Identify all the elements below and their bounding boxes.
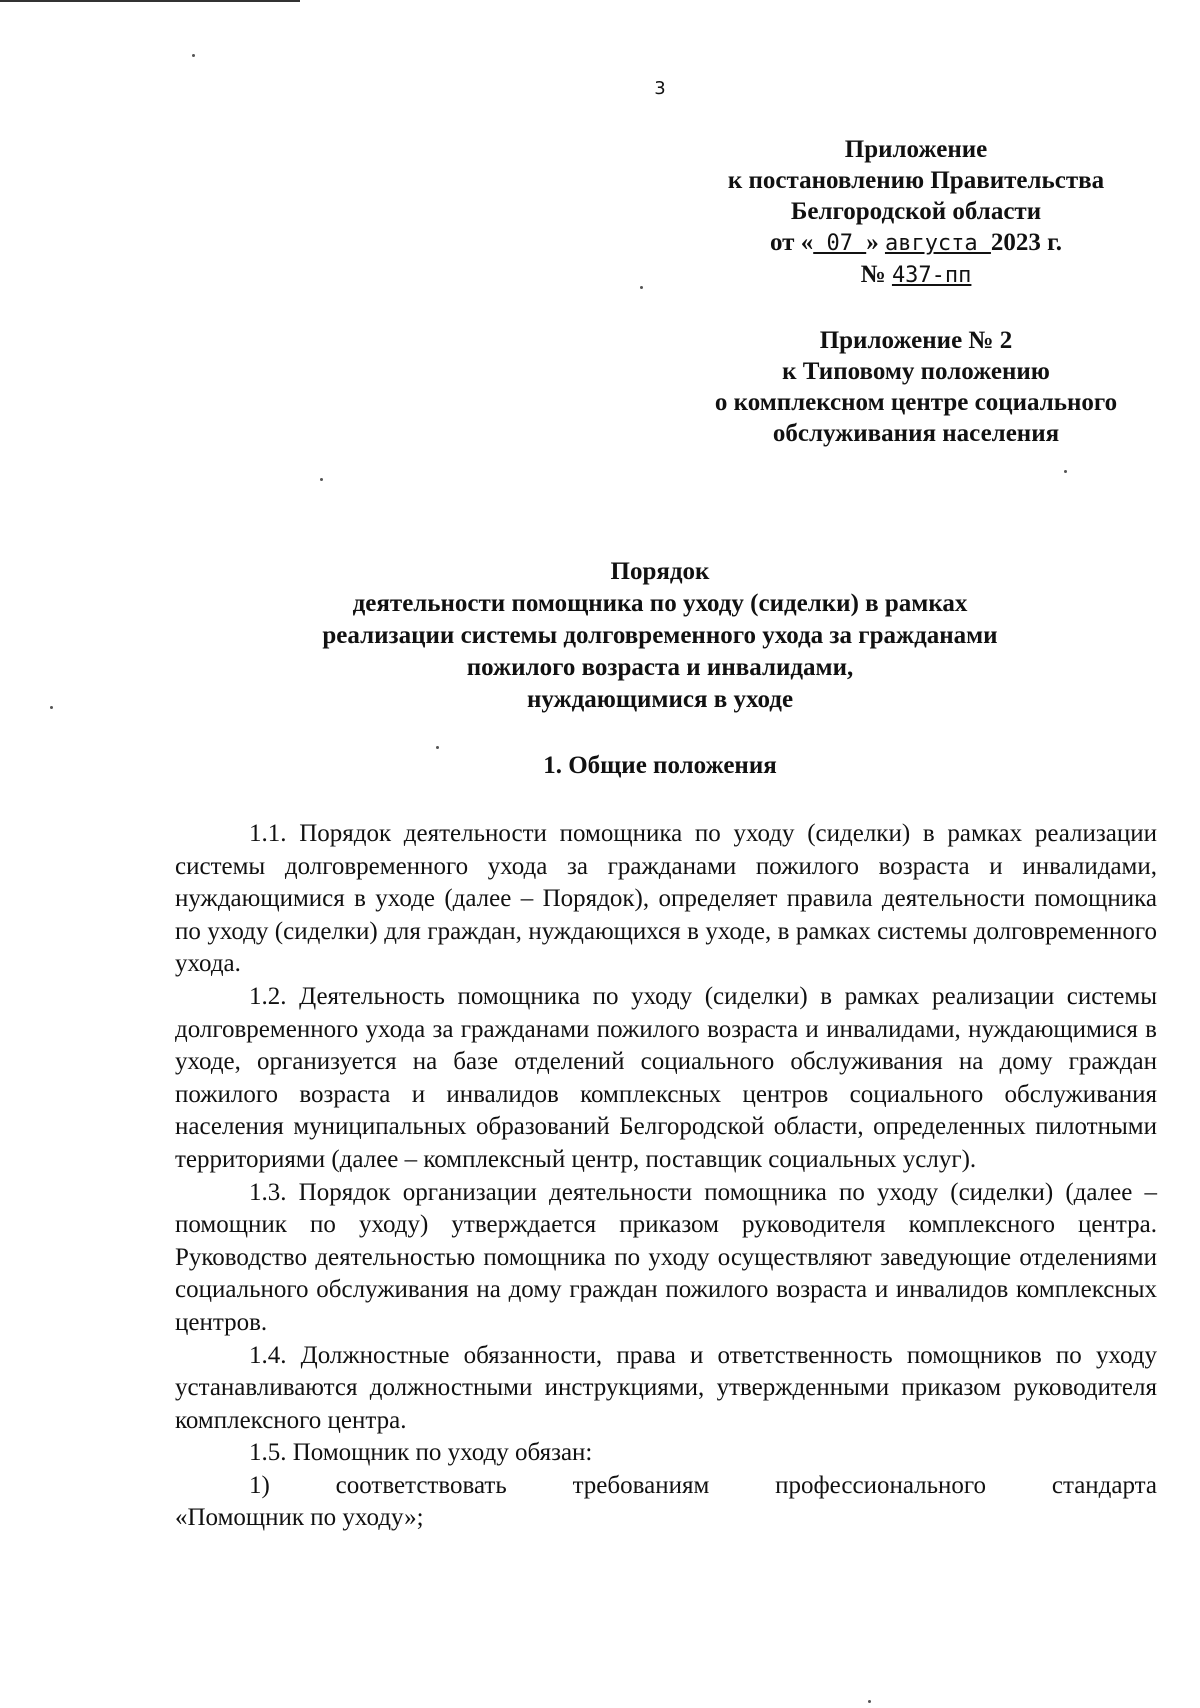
- title-line-4: пожилого возраста и инвалидами,: [466, 654, 854, 681]
- date-year: 2023 г.: [990, 229, 1062, 256]
- appendix-date: [686, 227, 1146, 259]
- body-text: [175, 818, 1157, 1535]
- title-line-1: Порядок: [610, 558, 710, 585]
- number-prefix: №: [860, 261, 892, 288]
- date-month: августа: [884, 231, 991, 256]
- list-item-1: 1) соответствовать требованиям профессионального стандарта: [249, 1471, 1157, 1499]
- scan-speck: [436, 746, 439, 749]
- appendix-2-subject-cont: обслуживания населения: [772, 420, 1060, 447]
- document-title: [160, 556, 1160, 716]
- paragraph-1-5: 1.5. Помощник по уходу обязан:: [249, 1439, 593, 1467]
- paragraph-1-3: 1.3. Порядок организации деятельности помощника по уходу (сиделки) (далее – помощник по уходу) утверждается приказом руководителя комплексного центра. Руководство деятельностью помощника по уходу осуществляют заведующие отделениями социального обслуживания на дому граждан пожилого возраста и инвалидов комплексных центров.: [175, 1178, 1157, 1336]
- scan-speck: [1064, 470, 1067, 473]
- scan-speck: [320, 478, 323, 481]
- scan-edge-line: [0, 0, 300, 2]
- page-number: 3: [654, 78, 666, 99]
- title-line-2: деятельности помощника по уходу (сиделки) в рамках: [352, 590, 968, 617]
- title-line-3: реализации системы долговременного ухода за гражданами: [322, 622, 998, 649]
- number-value: 437-пп: [891, 263, 972, 288]
- list-item-1-cont: «Помощник по уходу»;: [175, 1504, 424, 1532]
- appendix-header-resolution: [686, 134, 1146, 291]
- date-day: 07: [813, 231, 867, 256]
- appendix-number: [686, 259, 1146, 291]
- scan-speck: [50, 706, 53, 709]
- appendix-reference: к постановлению Правительства: [727, 167, 1105, 194]
- appendix-title: Приложение: [844, 136, 988, 163]
- paragraph-1-4: 1.4. Должностные обязанности, права и ответственность помощников по уходу устанавливаются должностными инструкциями, утвержденными приказом руководителя комплексного центра.: [175, 1341, 1157, 1434]
- appendix-header-regulation: [686, 325, 1146, 449]
- scan-speck: [868, 1700, 871, 1703]
- scan-speck: [640, 286, 643, 289]
- title-line-5: нуждающимися в уходе: [526, 686, 794, 713]
- appendix-2-reference: к Типовому положению: [782, 358, 1050, 385]
- appendix-2-subject: о комплексном центре социального: [714, 389, 1118, 416]
- appendix-region: Белгородской области: [790, 198, 1042, 225]
- paragraph-1-1: 1.1. Порядок деятельности помощника по уходу (сиделки) в рамках реализации системы долговременного ухода за гражданами пожилого возраста и инвалидами, нуждающимися в уходе (далее – Порядок), определяет правила деятельности помощника по уходу (сиделки) для граждан, нуждающихся в уходе, в рамках системы долговременного ухода.: [175, 820, 1157, 978]
- date-prefix: от «: [770, 229, 814, 256]
- scan-speck: [192, 54, 195, 57]
- section-heading: 1. Общие положения: [543, 752, 777, 779]
- appendix-2-title: Приложение № 2: [819, 327, 1013, 354]
- date-mid: »: [866, 229, 885, 256]
- paragraph-1-2: 1.2. Деятельность помощника по уходу (сиделки) в рамках реализации системы долговременного ухода за гражданами пожилого возраста и инвалидами, нуждающимися в уходе, организуется на базе отделений социального обслуживания на дому граждан пожилого возраста и инвалидов комплексных центров социального обслуживания населения муниципальных образований Белгородской области, определенных пилотными территориями (далее – комплексный центр, поставщик социальных услуг).: [175, 982, 1157, 1173]
